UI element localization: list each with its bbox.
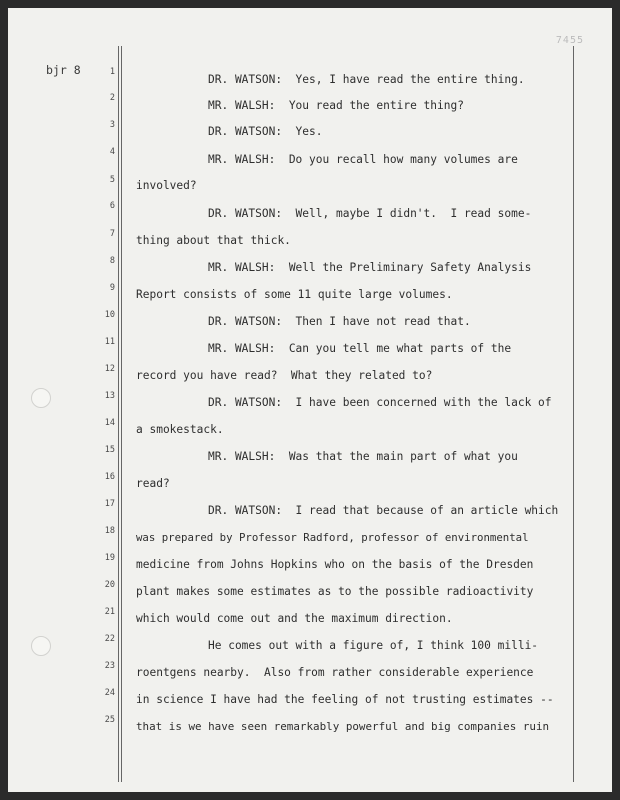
line-number: 11 [104, 337, 115, 347]
line-number: 18 [104, 526, 115, 536]
line-number: 13 [104, 391, 115, 401]
line-number: 1 [109, 67, 115, 77]
transcript-line: MR. WALSH: Do you recall how many volumes are [208, 153, 518, 166]
transcript-line: MR. WALSH: Was that the main part of what you [208, 450, 518, 463]
left-margin-rule [121, 46, 122, 782]
left-margin-rule [118, 46, 119, 782]
transcript-line: MR. WALSH: You read the entire thing? [208, 99, 464, 112]
line-number: 2 [109, 93, 115, 103]
line-number: 9 [109, 283, 115, 293]
transcript-line: He comes out with a figure of, I think 100 milli- [208, 639, 539, 652]
transcript-line: in science I have had the feeling of not trusting estimates -- [136, 693, 554, 706]
transcript-line: DR. WATSON: I have been concerned with the lack of [208, 396, 552, 409]
transcript-line: involved? [136, 179, 197, 192]
transcript-line: DR. WATSON: Then I have not read that. [208, 315, 471, 328]
line-number: 22 [104, 634, 115, 644]
transcript-line: plant makes some estimates as to the possible radioactivity [136, 585, 534, 598]
line-number: 6 [109, 201, 115, 211]
line-number: 10 [104, 310, 115, 320]
transcript-line: DR. WATSON: Well, maybe I didn't. I read some- [208, 207, 532, 220]
line-number: 25 [104, 715, 115, 725]
line-number: 17 [104, 499, 115, 509]
reporter-id: bjr 8 [46, 63, 81, 77]
transcript-page [8, 8, 612, 792]
transcript-line: record you have read? What they related to? [136, 369, 433, 382]
transcript-line: which would come out and the maximum direction. [136, 612, 453, 625]
line-number: 12 [104, 364, 115, 374]
line-number: 20 [104, 580, 115, 590]
line-number: 3 [109, 120, 115, 130]
transcript-line: a smokestack. [136, 423, 224, 436]
transcript-line: medicine from Johns Hopkins who on the basis of the Dresden [136, 558, 534, 571]
line-number: 8 [109, 256, 115, 266]
right-margin-rule [573, 46, 574, 782]
transcript-line: that is we have seen remarkably powerful and big companies ruin [136, 720, 550, 733]
transcript-line: DR. WATSON: Yes. [208, 125, 323, 138]
line-number: 21 [104, 607, 115, 617]
line-number: 14 [104, 418, 115, 428]
line-number: 7 [109, 229, 115, 239]
line-number: 19 [104, 553, 115, 563]
punch-hole [31, 636, 51, 656]
transcript-line: Report consists of some 11 quite large volumes. [136, 288, 453, 301]
page-number: 7455 [555, 35, 584, 46]
transcript-line: thing about that thick. [136, 234, 291, 247]
transcript-line: MR. WALSH: Can you tell me what parts of the [208, 342, 512, 355]
line-number: 5 [109, 175, 115, 185]
line-number: 4 [109, 147, 115, 157]
line-number: 16 [104, 472, 115, 482]
transcript-line: read? [136, 477, 170, 490]
line-number: 24 [104, 688, 115, 698]
line-number: 15 [104, 445, 115, 455]
transcript-line: roentgens nearby. Also from rather considerable experience [136, 666, 534, 679]
line-number: 23 [104, 661, 115, 671]
transcript-line: DR. WATSON: Yes, I have read the entire thing. [208, 73, 525, 86]
transcript-line: was prepared by Professor Radford, professor of environmental [136, 531, 529, 544]
punch-hole [31, 388, 51, 408]
transcript-line: DR. WATSON: I read that because of an article which [208, 504, 559, 517]
transcript-line: MR. WALSH: Well the Preliminary Safety Analysis [208, 261, 532, 274]
